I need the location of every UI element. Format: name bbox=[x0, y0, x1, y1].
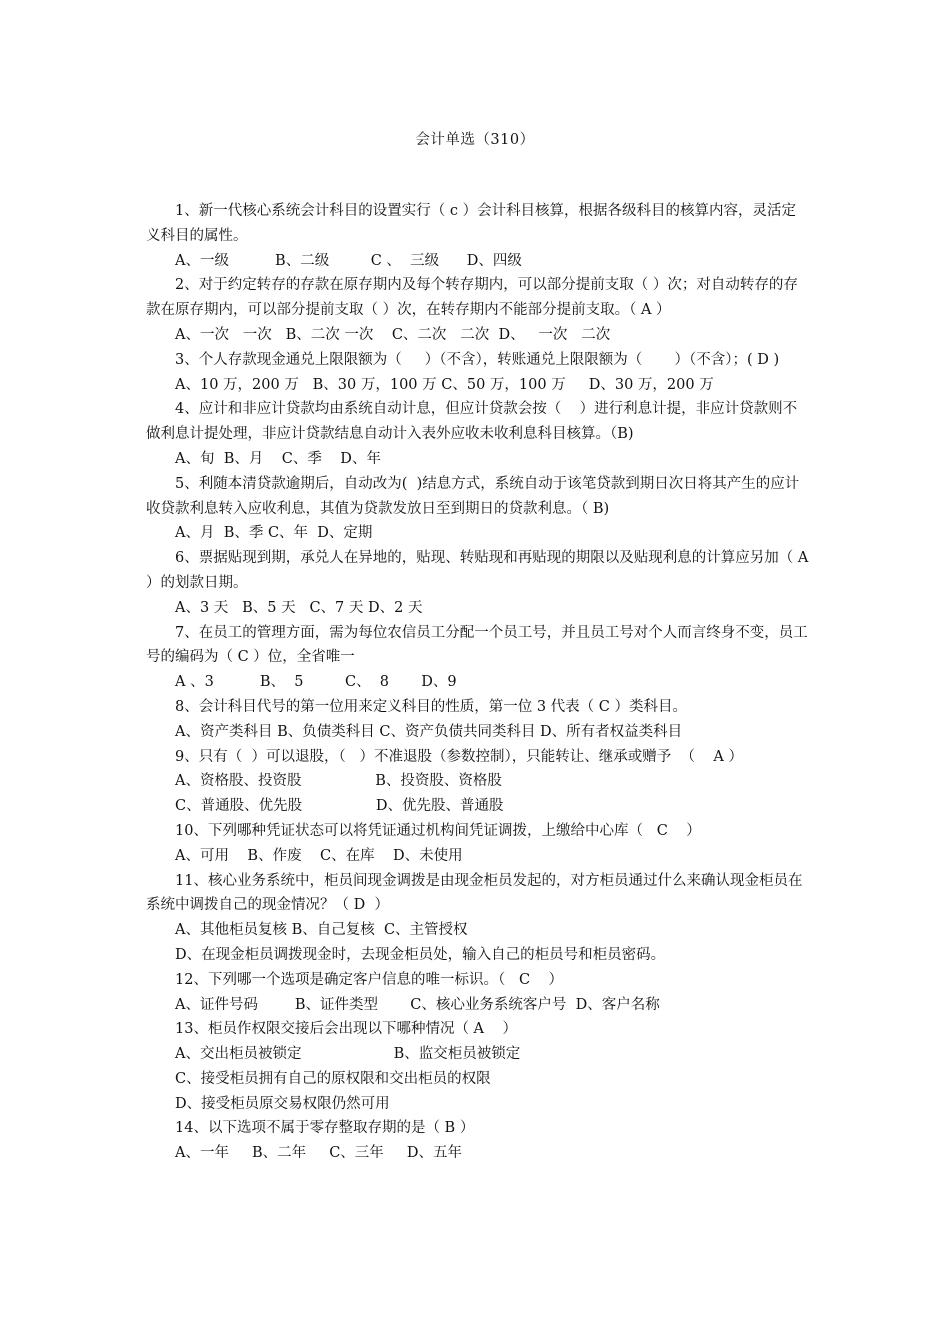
answer-options: A、资格股、投资股 B、投资股、资格股 bbox=[175, 773, 502, 790]
answer-options: A、交出柜员被锁定 B、监交柜员被锁定 bbox=[175, 1046, 521, 1063]
answer-options: C、普通股、优先股 D、优先股、普通股 bbox=[175, 798, 504, 815]
answer-options: A、3 天 B、5 天 C、7 天 D、2 天 bbox=[175, 599, 423, 616]
answer-options: A、一级 B、二级 C 、 三级 D、四级 bbox=[175, 252, 522, 269]
answer-options: C、接受柜员拥有自己的原权限和交出柜员的权限 bbox=[175, 1070, 491, 1087]
question-text: 4、应计和非应计贷款均由系统自动计息，但应计贷款会按（ ）进行利息计提，非应计贷款则不做利息计提处理，非应计贷款结息自动计入表外应收未收利息科目核算。（B) bbox=[146, 401, 798, 443]
question-text: 11、核心业务系统中，柜员间现金调拨是由现金柜员发起的，对方柜员通过什么来确认现金柜员在系统中调拨自己的现金情况？（ D ） bbox=[146, 872, 803, 914]
question-text: 7、在员工的管理方面，需为每位农信员工分配一个员工号，并且员工号对个人而言终身不变，员工号的编码为（ C ）位，全省唯一 bbox=[146, 624, 808, 666]
question-text: 10、下列哪种凭证状态可以将凭证通过机构间凭证调拨，上缴给中心库（ C ） bbox=[175, 822, 701, 839]
answer-options: A、其他柜员复核 B、自己复核 C、主管授权 bbox=[175, 922, 468, 939]
question-text: 8、会计科目代号的第一位用来定义科目的性质，第一位 3 代表（ C ）类科目。 bbox=[175, 698, 687, 715]
answer-options: A、一次 一次 B、二次 一次 C、二次 二次 D、 一次 二次 bbox=[175, 326, 611, 343]
answer-options: A、旬 B、月 C、季 D、年 bbox=[175, 450, 381, 467]
answer-options: A 、3 B、 5 C、 8 D、9 bbox=[175, 674, 457, 691]
question-text: 12、下列哪一个选项是确定客户信息的唯一标识。（ C ） bbox=[175, 971, 564, 988]
question-text: 6、票据贴现到期，承兑人在异地的，贴现、转贴现和再贴现的期限以及贴现利息的计算应另加（ A ）的划款日期。 bbox=[146, 550, 813, 591]
answer-options: A、可用 B、作废 C、在库 D、未使用 bbox=[175, 847, 463, 864]
answer-options: D、在现金柜员调拨现金时，去现金柜员处，输入自己的柜员号和柜员密码。 bbox=[175, 946, 666, 963]
question-text: 14、以下选项不属于零存整取存期的是（ B ） bbox=[175, 1120, 475, 1137]
document-body bbox=[146, 199, 813, 1166]
question-text: 5、利随本清贷款逾期后，自动改为( )结息方式，系统自动于该笔贷款到期日次日将其产生的应计收贷款利息转入应收利息，其值为贷款发放日至到期日的贷款利息。（ B) bbox=[146, 475, 800, 517]
document-title: 会计单选（310） bbox=[415, 132, 535, 148]
question-text: 9、只有（ ）可以退股，（ ）不准退股（参数控制），只能转让、继承或赠予 （ A ） bbox=[175, 748, 744, 765]
question-text: 2、对于约定转存的存款在原存期内及每个转存期内，可以部分提前支取（ ）次；对自动转存的存款在原存期内，可以部分提前支取（ ）次，在转存期内不能部分提前支取。（ A ） bbox=[146, 277, 798, 319]
answer-options: A、一年 B、二年 C、三年 D、五年 bbox=[175, 1145, 462, 1162]
answer-options: A、10 万，200 万 B、30 万，100 万 C、50 万，100 万 D、30 万，200 万 bbox=[175, 376, 714, 393]
question-text: 3、个人存款现金通兑上限限额为（ ）（不含），转账通兑上限限额为（ ）（不含）；( D ) bbox=[175, 351, 780, 368]
answer-options: A、月 B、季 C、年 D、定期 bbox=[175, 525, 373, 542]
answer-options: D、接受柜员原交易权限仍然可用 bbox=[175, 1095, 390, 1112]
answer-options: A、资产类科目 B、负债类科目 C、资产负债共同类科目 D、所有者权益类科目 bbox=[175, 723, 683, 740]
question-text: 1、新一代核心系统会计科目的设置实行（ c ）会计科目核算，根据各级科目的核算内容，灵活定义科目的属性。 bbox=[146, 203, 797, 244]
question-text: 13、柜员作权限交接后会出现以下哪种情况（ A ） bbox=[175, 1021, 517, 1038]
answer-options: A、证件号码 B、证件类型 C、核心业务系统客户号 D、客户名称 bbox=[175, 996, 660, 1013]
